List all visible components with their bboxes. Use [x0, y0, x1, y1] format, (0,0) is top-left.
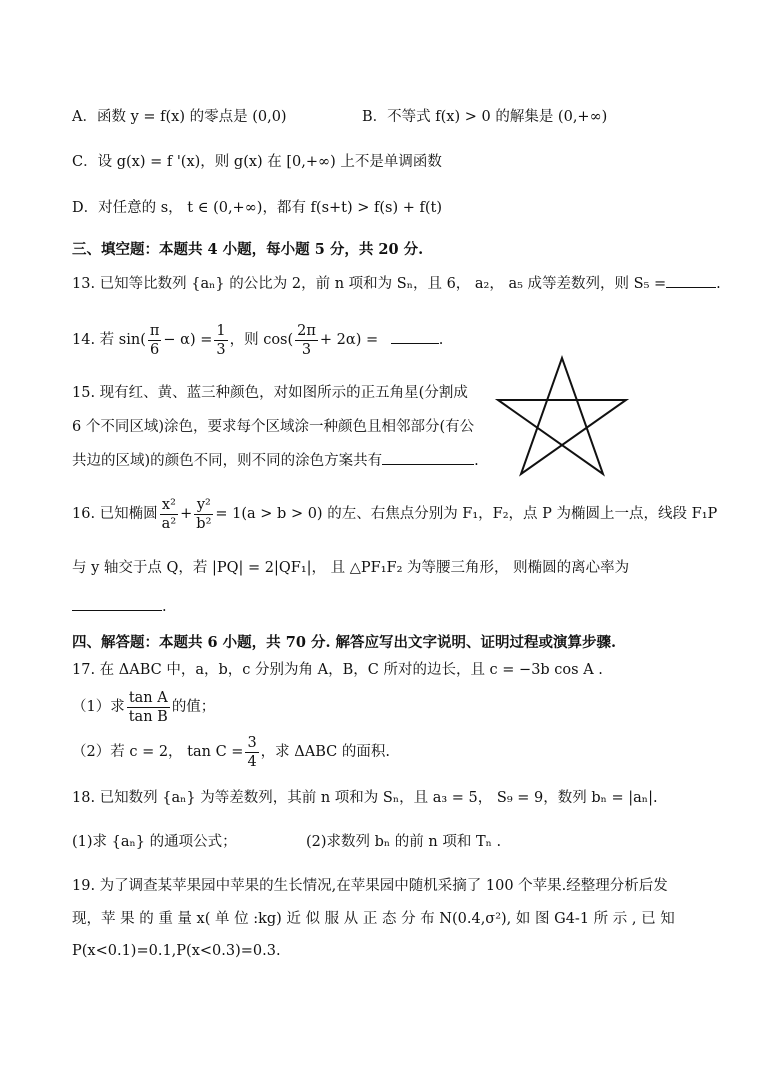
question-19-line-3 [72, 940, 281, 962]
question-19-line-1 [72, 875, 668, 897]
question-15-line-3 [72, 450, 479, 472]
question-15-line-1-text: 15. 现有红、黄、蓝三种颜色，对如图所示的正五角星(分割成 [72, 385, 468, 401]
question-17-stem-text: 17. 在 ΔABC 中，a，b，c 分别为角 A，B，C 所对的边长，且 c = −3b cos A . [72, 662, 603, 678]
question-13-end: . [716, 276, 721, 292]
question-15-end: . [474, 453, 479, 469]
question-15-line-2-text: 6 个不同区域)涂色，要求每个区域涂一种颜色且相邻部分(有公 [72, 419, 475, 435]
question-14-mid2: ，则 cos( [229, 332, 294, 348]
pentagram-outline [498, 358, 626, 474]
question-17-part-1 [72, 687, 215, 727]
option-d-text: D．对任意的 s， t ∈ (0,+∞)，都有 f(s+t) > f(s) + f(t) [72, 200, 443, 216]
question-16-line-2 [72, 557, 629, 579]
denominator: tan B [128, 708, 168, 725]
question-16-end: . [162, 599, 167, 615]
pentagram-figure [492, 354, 632, 478]
answer-blank [391, 329, 439, 344]
denominator: 3 [216, 341, 226, 358]
question-18-stem [72, 787, 658, 809]
question-16-rest: = 1(a > b > 0) 的左、右焦点分别为 F₁，F₂，点 P 为椭圆上一点，线段 F₁P [215, 506, 718, 522]
fraction [148, 322, 162, 359]
question-14-end: . [438, 332, 444, 348]
question-16-line-2-text: 与 y 轴交于点 Q，若 |PQ| = 2|QF₁|， 且 △PF₁F₂ 为等腰三角形， 则椭圆的离心率为 [72, 560, 630, 576]
question-15-line-3-text: 共边的区域)的颜色不同，则不同的涂色方案共有 [72, 453, 383, 469]
plus-sign: + [180, 506, 193, 522]
numerator: tan A [127, 689, 170, 708]
part-2-suffix: ，求 ΔABC 的面积. [260, 744, 390, 760]
question-15-line-2 [72, 416, 474, 438]
option-c [72, 151, 442, 173]
option-b [362, 106, 607, 128]
answer-blank [72, 596, 162, 611]
question-19-line-2 [72, 908, 675, 930]
fraction [245, 734, 258, 771]
question-18-stem-text: 18. 已知数列 {aₙ} 为等差数列，其前 n 项和为 Sₙ，且 a₃ = 5， S₉ = 9，数列 bₙ = |aₙ|. [72, 790, 658, 806]
question-16-line-1 [72, 494, 717, 534]
question-18-part-1 [72, 831, 237, 853]
question-19-line-2-text: 现，苹 果 的 重 量 x( 单 位 :kg) 近 似 服 从 正 态 分 布 N(0.4,σ²), 如 图 G4-1 所 示 , 已 知 [72, 911, 675, 927]
question-17-stem [72, 659, 603, 681]
numerator: π [149, 322, 160, 339]
part-2-prefix: （2）若 c = 2， tan C = [72, 744, 244, 760]
fraction [194, 496, 213, 533]
denominator: b² [196, 515, 212, 532]
fraction [295, 322, 318, 359]
denominator: 4 [247, 753, 257, 770]
part-1-suffix: 的值； [171, 699, 216, 715]
question-18-part-2 [306, 831, 501, 853]
fraction [160, 496, 178, 533]
option-d [72, 197, 442, 219]
section-4-heading [72, 632, 616, 654]
numerator: 2π [297, 322, 316, 339]
question-14-mid3: + 2α) = [319, 332, 379, 348]
numerator: 3 [247, 734, 257, 751]
question-16-prefix: 16. 已知椭圆 [72, 506, 158, 522]
question-17-part-2 [72, 732, 390, 772]
question-19-line-3-text: P(x<0.1)=0.1,P(x<0.3)=0.3. [72, 943, 281, 959]
question-14-mid1: − α) = [163, 332, 213, 348]
denominator: 6 [150, 341, 160, 358]
numerator: y² [194, 496, 213, 515]
section-3-heading-text: 三、填空题：本题共 4 小题，每小题 5 分，共 20 分. [72, 241, 424, 258]
denominator: a² [161, 515, 177, 532]
denominator: 3 [301, 341, 312, 358]
question-13-text: 13. 已知等比数列 {aₙ} 的公比为 2，前 n 项和为 Sₙ，且 6， a₂， a₅ 成等差数列，则 S₅ = [72, 276, 667, 292]
fraction [127, 689, 170, 726]
answer-blank [666, 273, 716, 288]
answer-blank [382, 450, 474, 465]
question-15-line-1 [72, 382, 468, 404]
question-14 [72, 320, 443, 360]
option-a-text: A．函数 y = f(x) 的零点是 (0,0) [72, 109, 287, 125]
question-18-part-2-text: (2)求数列 bₙ 的前 n 项和 Tₙ . [306, 834, 502, 850]
fraction [214, 322, 227, 359]
question-18-part-1-text: (1)求 {aₙ} 的通项公式； [72, 834, 237, 850]
section-4-heading-text: 四、解答题：本题共 6 小题，共 70 分. 解答应写出文字说明、证明过程或演算步骤. [72, 634, 617, 651]
question-19-line-1-text: 19. 为了调查某苹果园中苹果的生长情况,在苹果园中随机采摘了 100 个苹果.经整理分析后发 [72, 878, 668, 894]
option-b-text: B．不等式 f(x) > 0 的解集是 (0,+∞) [362, 109, 608, 125]
numerator: 1 [216, 322, 226, 339]
question-13 [72, 273, 721, 295]
numerator: x² [160, 496, 178, 515]
question-14-prefix: 14. 若 sin( [72, 332, 146, 348]
part-1-prefix: （1）求 [72, 699, 125, 715]
section-3-heading [72, 239, 423, 261]
option-a [72, 106, 287, 128]
question-16-line-3 [72, 596, 167, 618]
option-c-text: C．设 g(x) = f '(x)，则 g(x) 在 [0,+∞) 上不是单调函数 [72, 154, 442, 170]
